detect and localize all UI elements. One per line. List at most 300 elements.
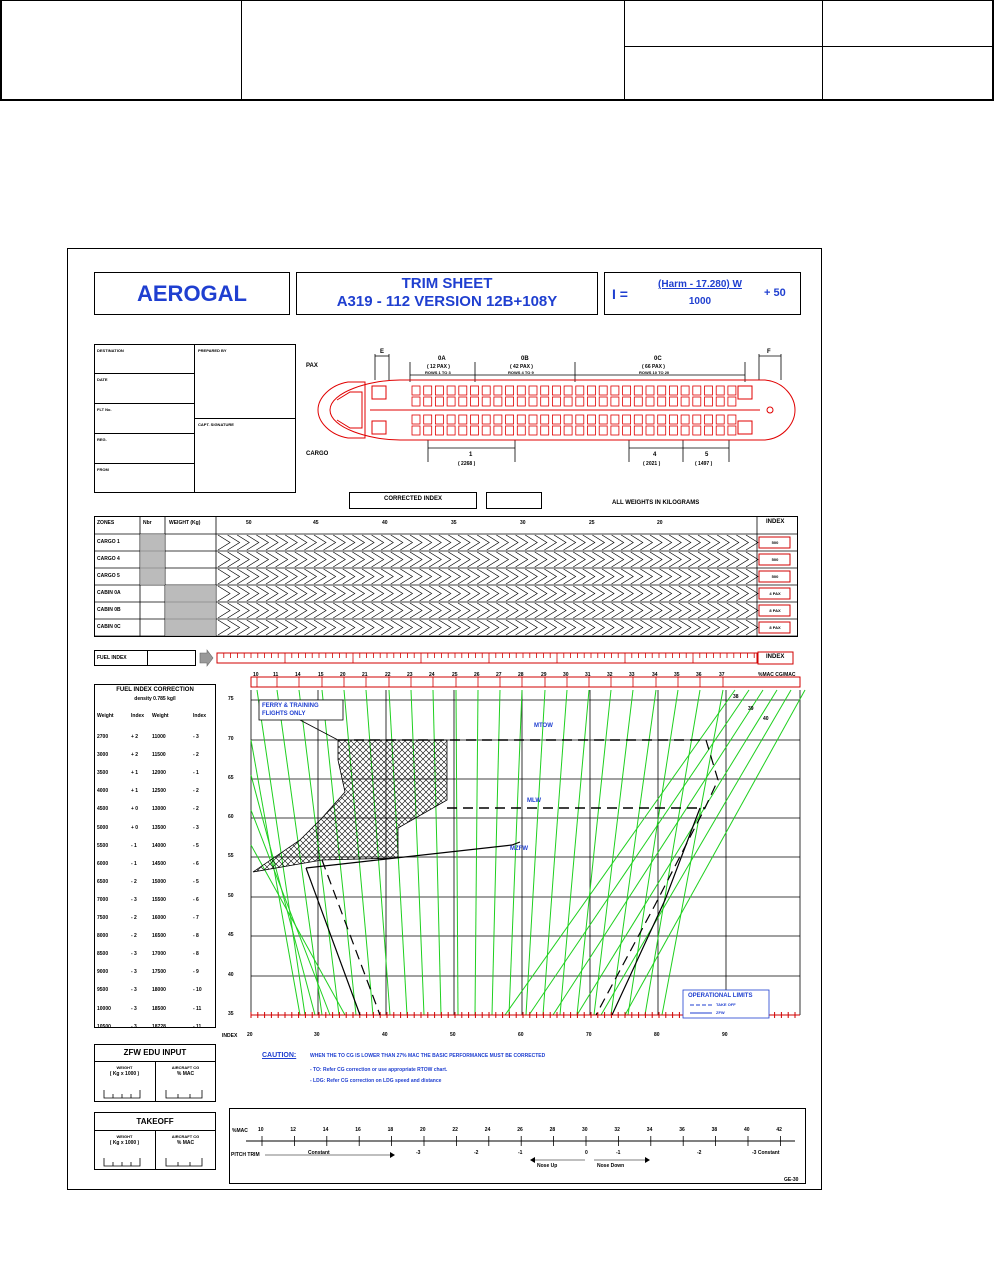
cabin-hatch xyxy=(165,602,216,619)
seat-block xyxy=(705,397,713,406)
index-tick-label: 30 xyxy=(314,1032,320,1038)
fuel-correction-cell: 18500 xyxy=(152,1005,166,1012)
fuel-correction-cell: - 3 xyxy=(131,896,137,903)
fuel-correction-cell: + 0 xyxy=(131,824,139,831)
seat-block xyxy=(471,426,479,435)
weight-tick-label: 40 xyxy=(228,972,234,978)
cg-line xyxy=(475,690,478,1015)
seat-block xyxy=(435,415,443,424)
pitch-trim-mac-tick: 18 xyxy=(387,1127,394,1133)
top-scale-label: 22 xyxy=(385,672,391,678)
fuel-correction-header: Weight xyxy=(97,713,114,719)
corrected-index-input[interactable] xyxy=(486,492,542,509)
weight-tick-label: 75 xyxy=(228,696,234,702)
fuel-correction-cell: - 8 xyxy=(193,951,199,958)
seat-block xyxy=(705,426,713,435)
seat-block xyxy=(693,426,701,435)
seat-block xyxy=(412,386,420,395)
cargo-hatch xyxy=(140,534,165,551)
cg-line xyxy=(601,690,791,1015)
hold-5-code: 5 xyxy=(705,452,709,458)
page-title: TRIM SHEET xyxy=(401,275,493,292)
top-scale-label: 21 xyxy=(362,672,368,678)
seat-block xyxy=(435,386,443,395)
seat-block xyxy=(564,426,572,435)
zone-0b-code: 0B xyxy=(521,356,529,362)
fuel-correction-cell: 8500 xyxy=(97,951,109,958)
seat-block xyxy=(728,386,736,395)
fuel-correction-cell: 5000 xyxy=(97,824,109,831)
zone-label: CABIN 0B xyxy=(97,607,121,613)
takeoff-digit-boxes[interactable] xyxy=(94,1152,216,1170)
fuel-correction-cell: + 1 xyxy=(131,788,139,795)
seat-block xyxy=(588,426,596,435)
zone-0c-pax: ( 66 PAX ) xyxy=(642,364,665,370)
seat-block xyxy=(599,386,607,395)
aircraft-seat-plan xyxy=(300,340,810,480)
seat-block xyxy=(482,386,490,395)
fuel-correction-cell: 4500 xyxy=(97,806,109,813)
cg-line xyxy=(411,690,424,1015)
fuel-correction-cell: - 3 xyxy=(131,1023,137,1030)
pitch-trim-scale xyxy=(229,1108,806,1184)
weight-tick-label: 55 xyxy=(228,853,234,859)
caution-text: WHEN THE TO CG IS LOWER THAN 27% MAC THE BASIC PERFORMANCE MUST BE CORRECTED xyxy=(310,1053,546,1059)
cg-line xyxy=(611,690,656,1015)
fuel-correction-cell: 16000 xyxy=(152,915,166,921)
cg-line xyxy=(543,690,567,1015)
scale-tick-label: 20 xyxy=(657,520,663,526)
seat-block xyxy=(435,426,443,435)
index-tick-label: 50 xyxy=(450,1032,456,1038)
seat-block xyxy=(447,415,455,424)
mtow-label: MTOW xyxy=(534,723,553,729)
fuel-correction-subtitle: density 0.785 kg/l xyxy=(134,696,176,702)
scale-tick-label: 25 xyxy=(589,520,595,526)
seat-block xyxy=(611,397,619,406)
seat-block xyxy=(716,426,724,435)
seat-block xyxy=(494,415,502,424)
cg-line xyxy=(505,690,735,1015)
fuel-correction-title: FUEL INDEX CORRECTION xyxy=(116,687,194,693)
fuel-correction-cell: 17500 xyxy=(152,969,166,976)
fuel-correction-cell: - 1 xyxy=(131,842,137,849)
fwd-marker: E xyxy=(380,349,385,355)
cg-line xyxy=(625,690,805,1015)
zone-0b-rows: ROWS 4 TO 9 xyxy=(508,370,534,375)
seat-block xyxy=(576,397,584,406)
date-label: DATE xyxy=(97,377,108,382)
pitch-trim-mac-tick: 40 xyxy=(744,1127,750,1133)
seat-block xyxy=(471,397,479,406)
index-header: INDEX xyxy=(766,519,785,525)
fuel-correction-cell: 16500 xyxy=(152,933,166,940)
seat-block xyxy=(482,397,490,406)
top-scale-label: 35 xyxy=(674,672,680,678)
seat-block xyxy=(681,397,689,406)
flight-number-label: FLT No. xyxy=(97,407,112,412)
fuel-correction-cell: 15500 xyxy=(152,896,166,903)
seat-block xyxy=(599,397,607,406)
seat-block xyxy=(494,397,502,406)
info-divider xyxy=(194,418,296,419)
zone-0c-rows: ROWS 10 TO 20 xyxy=(639,370,670,375)
zfw-weight-unit: ( Kg x 1000 ) xyxy=(109,1071,140,1077)
fuel-correction-cell: - 6 xyxy=(193,860,199,867)
fuel-index-scale xyxy=(198,648,798,668)
pitch-trim-nose-down: Nose Down xyxy=(597,1163,625,1169)
hold-1-code: 1 xyxy=(469,452,473,458)
pitch-trim-nose-up: Nose Up xyxy=(537,1163,558,1169)
fuel-correction-cell: 12500 xyxy=(152,788,166,795)
cargo-hatch xyxy=(140,551,165,568)
seat-block xyxy=(681,426,689,435)
cg-line xyxy=(662,690,723,1015)
fuel-correction-cell: - 1 xyxy=(193,770,199,777)
seat-block xyxy=(459,426,467,435)
cg-envelope-chart xyxy=(216,670,806,1040)
top-scale-label: 27 xyxy=(496,672,502,678)
header-divider xyxy=(241,0,242,101)
seat-block xyxy=(471,386,479,395)
cg-line xyxy=(529,690,749,1015)
ferry-note-leader xyxy=(300,720,338,740)
fuel-index-divider xyxy=(147,650,148,666)
top-scale-label: 24 xyxy=(429,672,435,678)
header-divider xyxy=(624,46,994,47)
pitch-trim-mac-tick: 10 xyxy=(258,1127,264,1133)
seat-block xyxy=(529,397,537,406)
fuel-correction-cell: - 8 xyxy=(193,933,199,940)
top-scale-label: 23 xyxy=(407,672,413,678)
seat-block xyxy=(728,426,736,435)
cg-line xyxy=(594,690,633,1015)
operational-limits-title: OPERATIONAL LIMITS xyxy=(688,993,753,999)
info-divider xyxy=(94,433,195,434)
seat-block xyxy=(599,415,607,424)
index-tag-label: 8 PAX xyxy=(769,608,781,613)
fuel-correction-cell: 9500 xyxy=(97,987,109,994)
seat-block xyxy=(552,415,560,424)
pitch-trim-mac-tick: 30 xyxy=(582,1127,588,1133)
brand-logo: AEROGAL xyxy=(137,281,247,306)
cg-line xyxy=(456,690,458,1015)
zone-label: CARGO 4 xyxy=(97,556,120,562)
weight-tick-label: 45 xyxy=(228,932,234,938)
fuel-correction-cell: 9000 xyxy=(97,969,109,976)
weight-tick-label: 65 xyxy=(228,775,234,781)
header-divider xyxy=(822,0,823,101)
seat-block xyxy=(424,397,432,406)
seat-block xyxy=(517,415,525,424)
seat-block xyxy=(669,397,677,406)
seat-block xyxy=(541,426,549,435)
pitch-trim-mac-tick: 12 xyxy=(290,1127,296,1133)
formula-lhs: I = xyxy=(612,286,628,302)
takeoff-cg-label: AIRCRAFT CG xyxy=(171,1134,200,1139)
fuel-index-tag: INDEX xyxy=(766,654,785,660)
pitch-trim-mac-tick: 38 xyxy=(711,1127,718,1133)
pitch-trim-value: -3 xyxy=(416,1150,421,1156)
fuel-correction-cell: - 5 xyxy=(193,842,199,849)
index-tag-label: 500 xyxy=(771,540,779,545)
top-scale-label: 31 xyxy=(585,672,591,678)
pitch-trim-mac-tick: 36 xyxy=(679,1127,685,1133)
weights-note: ALL WEIGHTS IN KILOGRAMS xyxy=(612,500,700,506)
fuel-correction-cell: - 1 xyxy=(131,860,137,867)
scale-tick-label: 35 xyxy=(451,520,457,526)
pitch-trim-value: -2 xyxy=(474,1150,479,1156)
caution-item-1: - TO: Refer CG correction or use appropriate RTOW chart. xyxy=(310,1067,448,1073)
fuel-correction-cell: - 7 xyxy=(193,915,199,921)
pitch-trim-value: -1 xyxy=(616,1150,621,1156)
fuel-correction-cell: - 2 xyxy=(193,752,199,759)
load-chevrons xyxy=(218,552,758,567)
seat-block xyxy=(588,386,596,395)
weight-tick-label: 50 xyxy=(228,893,234,899)
zfw-digit-boxes[interactable] xyxy=(94,1084,216,1102)
zone-0a-pax: ( 12 PAX ) xyxy=(427,364,450,370)
corner-cg-label: 38 xyxy=(733,694,739,700)
takeoff-aft-limit xyxy=(596,740,718,1015)
top-scale-label: 11 xyxy=(273,672,279,678)
cargo-label: CARGO xyxy=(306,451,329,457)
seat-block xyxy=(482,426,490,435)
seat-block xyxy=(681,386,689,395)
fuel-correction-cell: - 2 xyxy=(131,878,137,885)
zone-0a-rows: ROWS 1 TO 3 xyxy=(425,370,451,375)
load-chevrons xyxy=(218,586,758,601)
top-scale-label: 28 xyxy=(518,672,524,678)
cabin-hatch xyxy=(165,619,216,636)
top-scale-label: 20 xyxy=(340,672,346,678)
top-scale-label: 34 xyxy=(652,672,658,678)
seat-block xyxy=(646,426,654,435)
fuel-correction-cell: 3500 xyxy=(97,770,109,777)
index-tick-label: 90 xyxy=(722,1032,728,1038)
pitch-trim-mac-label: %MAC xyxy=(232,1128,248,1134)
header-table xyxy=(0,0,994,101)
pitch-trim-ref: GE-30 xyxy=(784,1177,799,1183)
fuel-correction-cell: + 0 xyxy=(131,806,139,813)
seat-block xyxy=(588,415,596,424)
top-scale-label: 33 xyxy=(629,672,635,678)
seat-block xyxy=(447,397,455,406)
legend-zfw-label: ZFW xyxy=(716,1010,725,1015)
zone-label: CABIN 0A xyxy=(97,590,121,596)
fuel-correction-cell: - 9 xyxy=(193,969,199,976)
fuel-correction-cell: - 2 xyxy=(131,933,137,940)
fuel-correction-cell: 13500 xyxy=(152,824,166,831)
seat-block xyxy=(424,386,432,395)
fuel-correction-cell: + 2 xyxy=(131,734,139,740)
seat-block xyxy=(611,426,619,435)
seat-block xyxy=(517,386,525,395)
cg-line xyxy=(251,740,300,1015)
seat-block xyxy=(576,426,584,435)
fuel-correction-cell: - 3 xyxy=(193,734,199,740)
seat-block xyxy=(424,426,432,435)
fuel-correction-cell: - 5 xyxy=(193,878,199,885)
aft-marker: F xyxy=(767,349,771,355)
load-chevrons xyxy=(218,603,758,618)
cg-line xyxy=(251,845,345,1015)
hold-4-limit: ( 2021 ) xyxy=(643,461,661,467)
top-scale-label: 29 xyxy=(541,672,547,678)
cg-line xyxy=(509,690,522,1015)
seat-block xyxy=(716,397,724,406)
cg-line xyxy=(577,690,777,1015)
page-subtitle: A319 - 112 VERSION 12B+108Y xyxy=(336,293,558,310)
fuel-correction-cell: - 3 xyxy=(131,987,137,994)
seat-block xyxy=(506,415,514,424)
seat-block xyxy=(658,415,666,424)
fuel-correction-cell: 6500 xyxy=(97,878,109,885)
mlw-label: MLW xyxy=(527,798,541,804)
hold-4-code: 4 xyxy=(653,452,657,458)
top-scale-label: 36 xyxy=(696,672,702,678)
cg-line xyxy=(526,690,545,1015)
zfw-weight-label: WEIGHT xyxy=(116,1065,133,1070)
index-tag-label: 8 PAX xyxy=(769,625,781,630)
fuel-correction-cell: - 3 xyxy=(193,824,199,831)
mac-label: %MAC CG/MAC xyxy=(758,672,796,678)
fuel-correction-cell: 12000 xyxy=(152,770,166,777)
fuel-correction-cell: - 3 xyxy=(131,951,137,958)
corner-cg-label: 40 xyxy=(763,716,769,722)
fuel-correction-cell: - 11 xyxy=(193,1005,202,1012)
fuel-correction-cell: - 11 xyxy=(193,1023,202,1030)
seat-block xyxy=(658,397,666,406)
top-scale-label: 25 xyxy=(452,672,458,678)
fuel-correction-cell: 18000 xyxy=(152,987,166,994)
seat-block xyxy=(506,397,514,406)
fuel-correction-cell: 4000 xyxy=(97,788,109,795)
pitch-trim-value: -3 Constant xyxy=(752,1150,780,1156)
pitch-trim-mac-tick: 16 xyxy=(355,1127,361,1133)
pitch-trim-mac-tick: 32 xyxy=(614,1127,620,1133)
caution-item-2: - LDG: Refer CG correction on LDG speed and distance xyxy=(310,1078,442,1084)
fuel-correction-cell: 11500 xyxy=(152,752,166,759)
pitch-trim-mac-tick: 26 xyxy=(517,1127,523,1133)
takeoff-weight-unit: ( Kg x 1000 ) xyxy=(109,1140,140,1146)
formula-constant: + 50 xyxy=(764,287,786,299)
fuel-correction-cell: 7500 xyxy=(97,915,109,921)
seat-block xyxy=(564,386,572,395)
seat-block xyxy=(669,426,677,435)
fuel-correction-cell: 7000 xyxy=(97,896,109,903)
destination-label: DESTINATION xyxy=(97,348,124,353)
info-divider xyxy=(94,373,195,374)
seat-block xyxy=(529,386,537,395)
fuel-correction-cell: - 2 xyxy=(131,915,137,921)
seat-block xyxy=(716,386,724,395)
zone-0a-code: 0A xyxy=(438,356,446,362)
seat-block xyxy=(693,386,701,395)
seat-block xyxy=(728,397,736,406)
seat-block xyxy=(412,397,420,406)
seat-block xyxy=(552,386,560,395)
zone-label: CARGO 5 xyxy=(97,573,120,579)
seat-block xyxy=(541,415,549,424)
load-chevrons xyxy=(218,620,758,635)
takeoff-input-title: TAKEOFF xyxy=(136,1117,174,1126)
seat-block xyxy=(529,415,537,424)
from-label: FROM xyxy=(97,467,109,472)
seat-block xyxy=(728,415,736,424)
seat-block xyxy=(705,386,713,395)
seat-block xyxy=(576,386,584,395)
seat-block xyxy=(634,415,642,424)
fuel-correction-cell: 14000 xyxy=(152,842,166,849)
top-scale-label: 26 xyxy=(474,672,480,678)
fuel-correction-cell: 18728 xyxy=(152,1023,166,1030)
fuel-correction-cell: 13000 xyxy=(152,806,166,813)
takeoff-cg-unit: % MAC xyxy=(176,1140,195,1146)
fuel-correction-cell: - 2 xyxy=(193,788,199,795)
fuel-correction-cell: 10000 xyxy=(97,1005,111,1012)
seat-block xyxy=(459,415,467,424)
hold-1-limit: ( 2268 ) xyxy=(458,461,476,467)
pitch-trim-constant-left: Constant xyxy=(308,1150,330,1156)
pitch-trim-value: 0 xyxy=(585,1150,588,1156)
fuel-correction-cell: 6000 xyxy=(97,860,109,867)
seat-block xyxy=(412,415,420,424)
zfw-cg-unit: % MAC xyxy=(176,1071,195,1077)
index-tick-label: 70 xyxy=(586,1032,592,1038)
seat-block xyxy=(459,397,467,406)
seat-block xyxy=(716,415,724,424)
seat-block xyxy=(623,386,631,395)
load-chevron-chart xyxy=(94,516,798,666)
seat-block xyxy=(541,386,549,395)
zone-label: CABIN 0C xyxy=(97,624,121,630)
index-tag-label: 500 xyxy=(771,574,779,579)
top-scale-label: 30 xyxy=(563,672,569,678)
seat-block xyxy=(611,386,619,395)
fuel-correction-cell: + 2 xyxy=(131,752,139,759)
fuel-correction-cell: - 6 xyxy=(193,896,199,903)
seat-block xyxy=(459,386,467,395)
seat-block xyxy=(517,397,525,406)
index-axis-label: INDEX xyxy=(222,1033,238,1039)
pitch-trim-mac-tick: 22 xyxy=(452,1127,458,1133)
zone-0c-code: 0C xyxy=(654,356,662,362)
seat-block xyxy=(611,415,619,424)
pitch-trim-mac-tick: 34 xyxy=(646,1127,653,1133)
seat-block xyxy=(447,386,455,395)
seat-block xyxy=(564,397,572,406)
scale-tick-label: 30 xyxy=(520,520,526,526)
scale-tick-label: 40 xyxy=(382,520,388,526)
fuel-correction-cell: - 2 xyxy=(193,806,199,813)
legend-takeoff-label: TAKE OFF xyxy=(716,1002,736,1007)
fuel-correction-cell: 15000 xyxy=(152,878,166,885)
caution-label: CAUTION: xyxy=(262,1052,297,1059)
fuel-correction-cell: - 3 xyxy=(131,1005,137,1012)
cabin-hatch xyxy=(165,585,216,602)
pitch-trim-label: PITCH TRIM xyxy=(231,1152,260,1158)
pitch-trim-mac-tick: 14 xyxy=(322,1127,329,1133)
info-divider xyxy=(94,403,195,404)
top-scale-label: 10 xyxy=(253,672,259,678)
top-scale-label: 15 xyxy=(318,672,324,678)
takeoff-weight-label: WEIGHT xyxy=(116,1134,133,1139)
seat-block xyxy=(623,397,631,406)
pitch-trim-value: -2 xyxy=(697,1150,702,1156)
seat-block xyxy=(576,415,584,424)
seat-block xyxy=(471,415,479,424)
